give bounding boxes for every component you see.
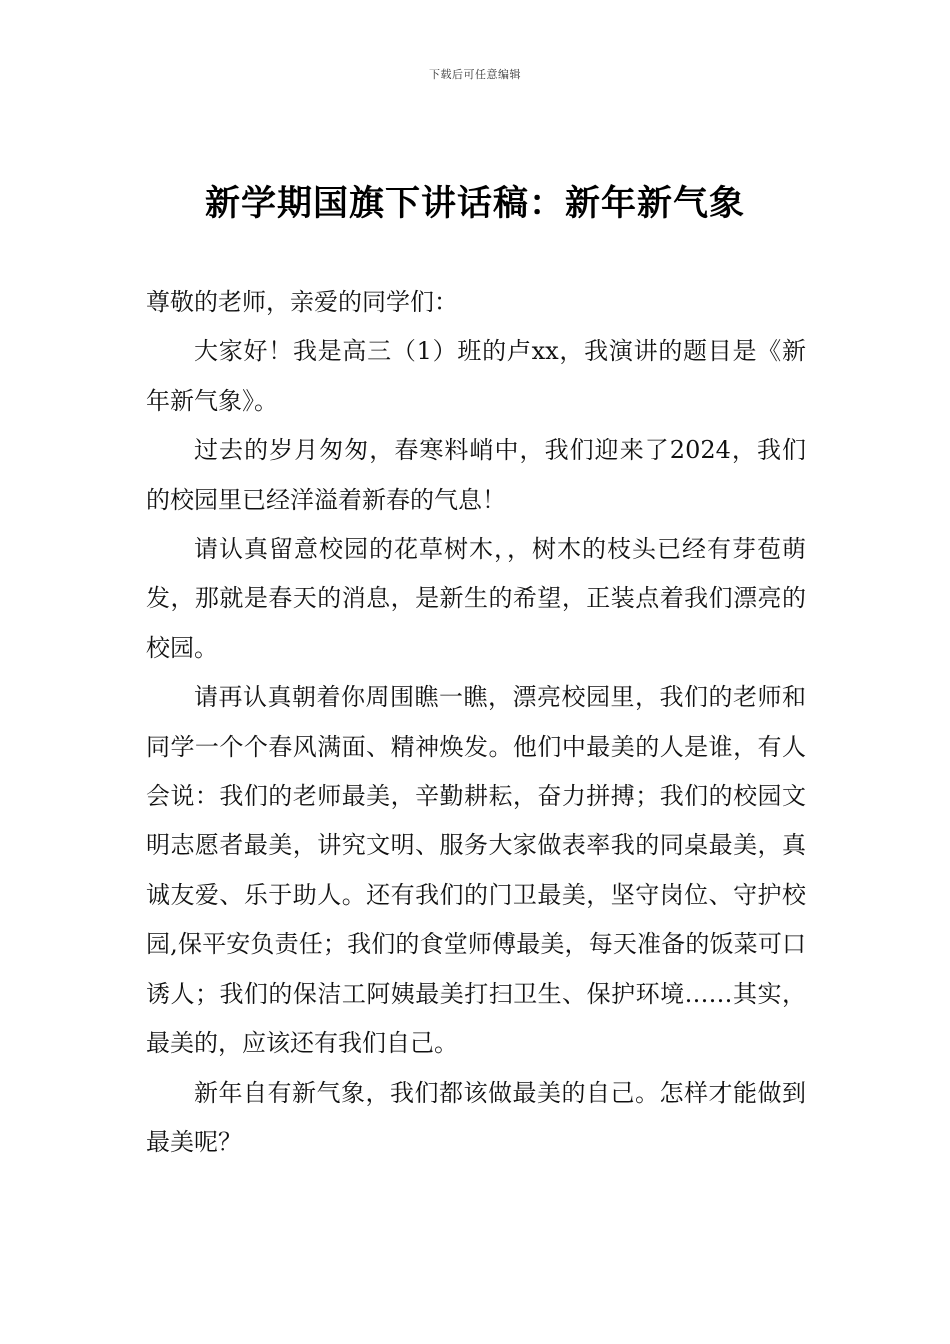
document-body xyxy=(146,278,806,1167)
paragraph-campus-spring: 请认真留意校园的花草树木，，树木的枝头已经有芽苞萌发，那就是春天的消息，是新生的希望，正装点着我们漂亮的校园。 xyxy=(146,535,806,662)
header-note: 下载后可任意编辑 xyxy=(429,68,521,81)
paragraph-new-year: 过去的岁月匆匆，春寒料峭中，我们迎来了2024，我们的校园里已经洋溢着新春的气息！ xyxy=(146,436,806,514)
paragraph-most-beautiful: 请再认真朝着你周围瞧一瞧，漂亮校园里，我们的老师和同学一个个春风满面、精神焕发。他们中最美的人是谁，有人会说：我们的老师最美，辛勤耕耘，奋力拼搏；我们的校园文明志愿者最美，讲究文明、服务大家做表率我的同桌最美，真诚友爱、乐于助人。还有我们的门卫最美，坚守岗位、守护校园,保平安负责任；我们的食堂师傅最美，每天准备的饭菜可口诱人；我们的保洁工阿姨最美打扫卫生、保护环境……其实，最美的，应该还有我们自己。 xyxy=(146,683,806,1058)
paragraph-closing-question: 新年自有新气象，我们都该做最美的自己。怎样才能做到最美呢？ xyxy=(146,1078,806,1156)
paragraph-intro: 大家好！我是高三（1）班的卢xx，我演讲的题目是《新年新气象》。 xyxy=(146,337,806,415)
document-title: 新学期国旗下讲话稿：新年新气象 xyxy=(204,184,745,224)
greeting-line: 尊敬的老师，亲爱的同学们： xyxy=(146,288,458,316)
